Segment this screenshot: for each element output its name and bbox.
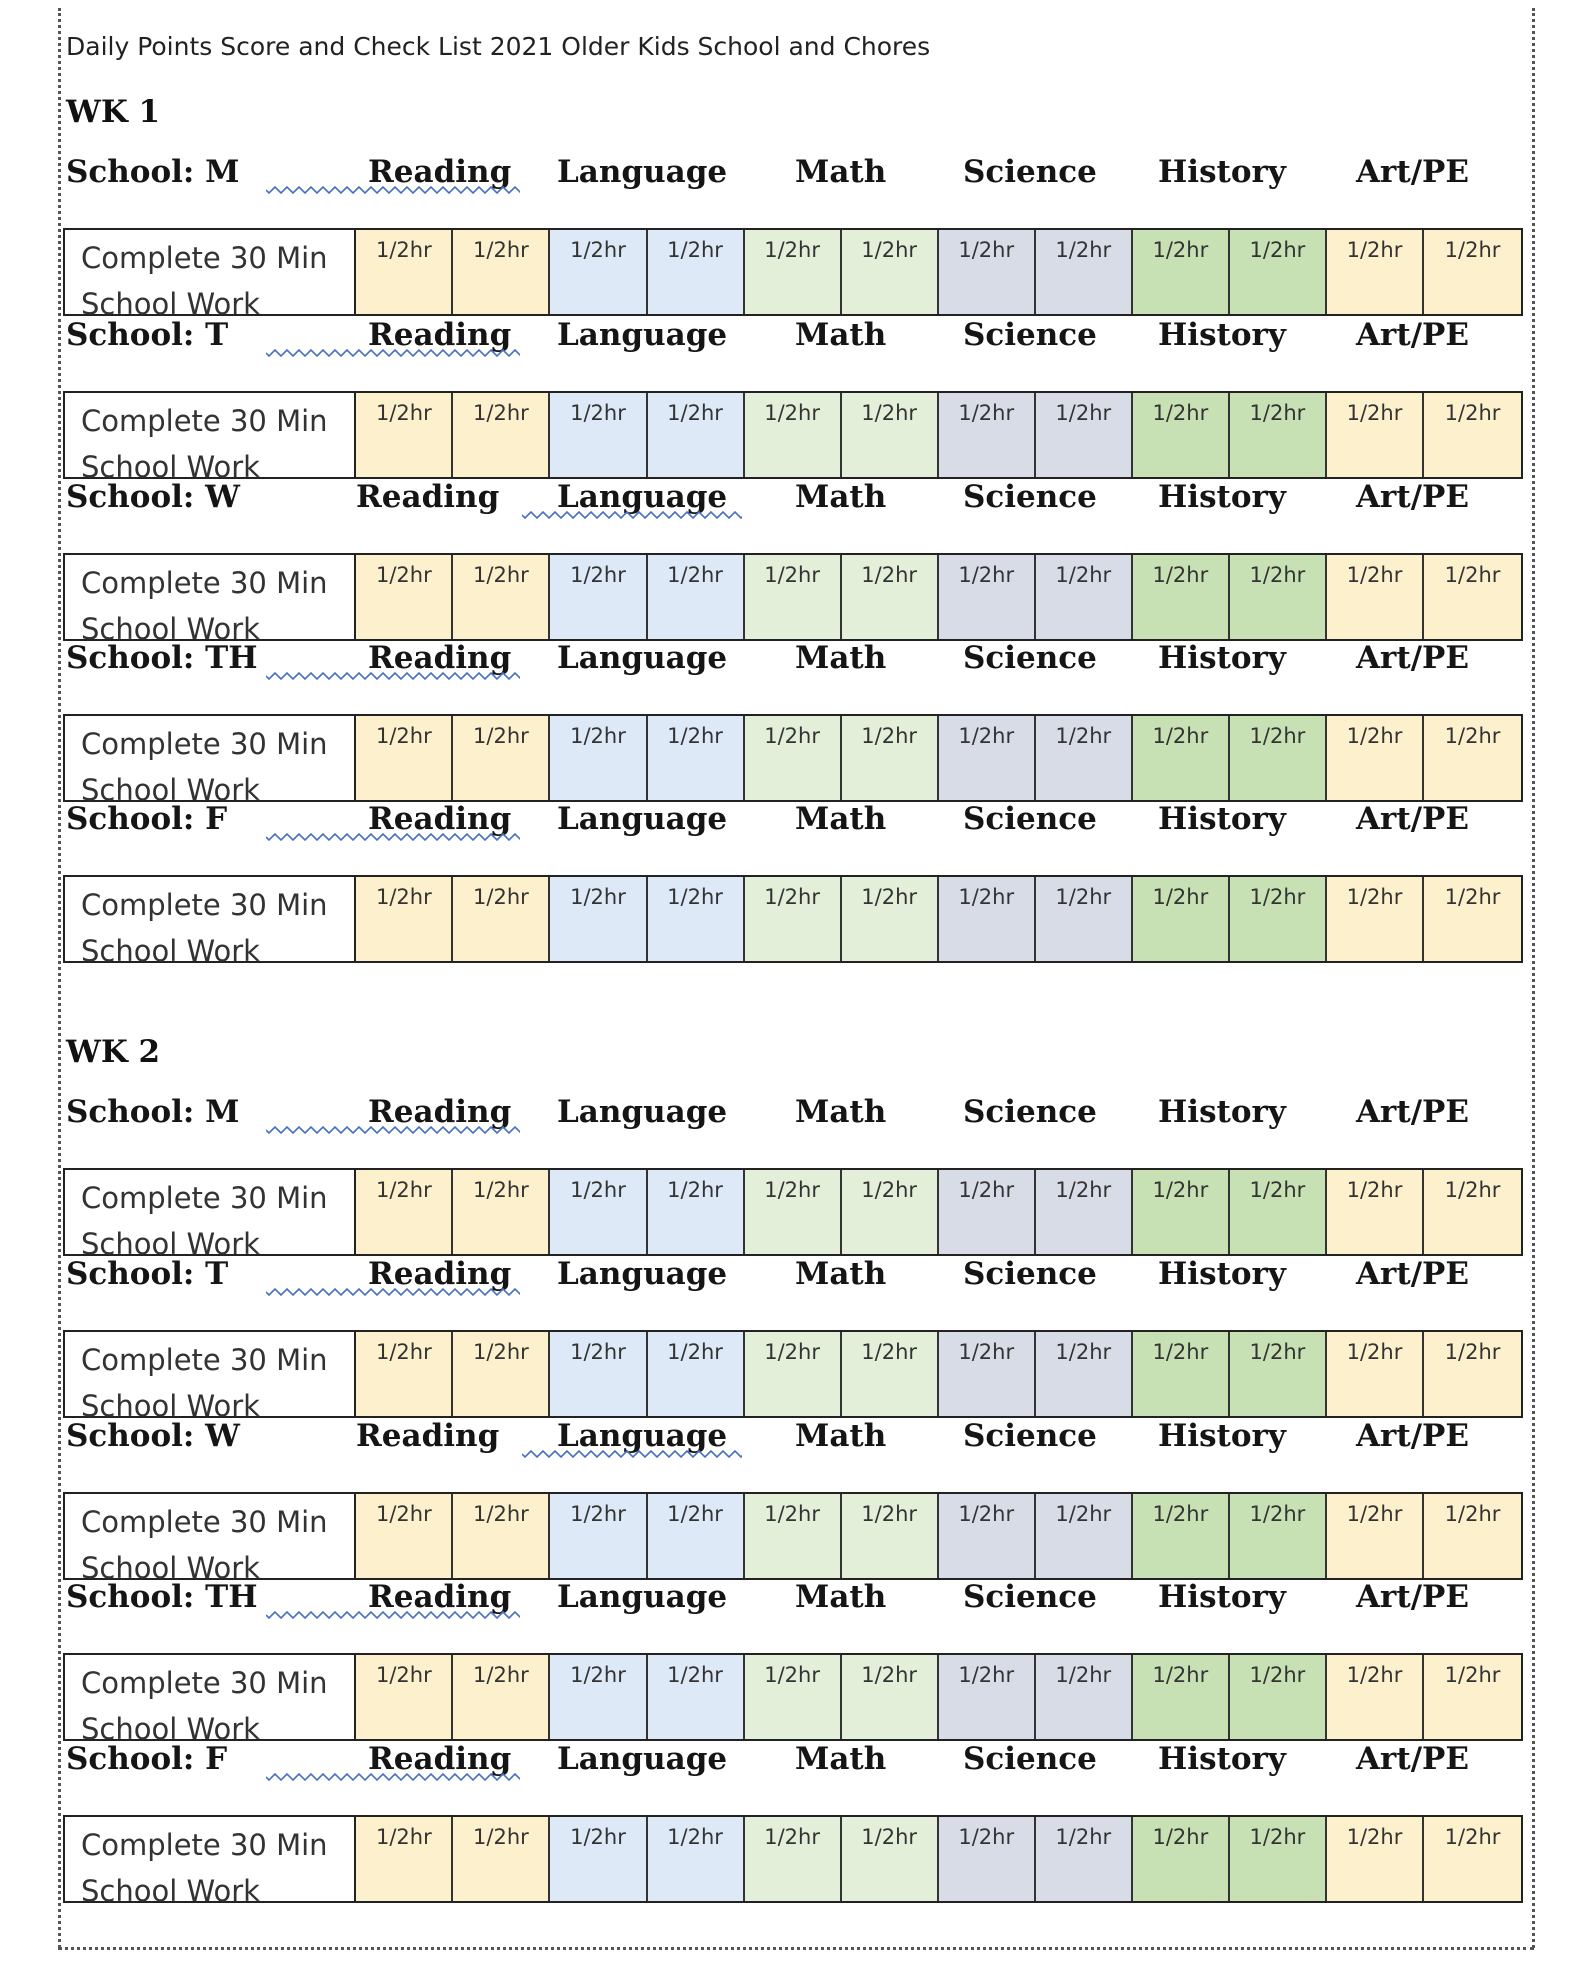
checkbox-cell-language[interactable]: 1/2hr: [550, 877, 647, 961]
checkbox-cell-science[interactable]: 1/2hr: [939, 877, 1036, 961]
checkbox-cell-language[interactable]: 1/2hr: [550, 1655, 647, 1739]
checkbox-cell-science[interactable]: 1/2hr: [1036, 1655, 1133, 1739]
row-label: [65, 877, 356, 968]
checkbox-cell-artpe[interactable]: 1/2hr: [1424, 1332, 1521, 1416]
checkbox-cell-science[interactable]: 1/2hr: [1036, 393, 1133, 477]
day-header: [0, 636, 1588, 680]
checkbox-cell-history[interactable]: 1/2hr: [1133, 393, 1230, 477]
row-label: [65, 393, 356, 484]
checkbox-cell-science[interactable]: 1/2hr: [1036, 555, 1133, 639]
checkbox-cell-math[interactable]: 1/2hr: [745, 555, 842, 639]
subject-header-science: Science: [963, 801, 1097, 837]
checkbox-cell-history[interactable]: 1/2hr: [1133, 1817, 1230, 1901]
subject-header-history: History: [1158, 801, 1286, 837]
checkbox-cell-history[interactable]: 1/2hr: [1230, 877, 1327, 961]
subject-header-reading: Reading: [368, 1094, 512, 1130]
row-label: [65, 1817, 356, 1908]
subject-header-math: Math: [795, 1579, 887, 1615]
row-label-line1: Complete 30 Min: [81, 241, 328, 275]
checkbox-cell-language[interactable]: 1/2hr: [550, 1817, 647, 1901]
checkbox-cell-language[interactable]: 1/2hr: [648, 1494, 745, 1578]
checkbox-cell-history[interactable]: 1/2hr: [1230, 1494, 1327, 1578]
checkbox-cell-science[interactable]: 1/2hr: [1036, 1170, 1133, 1254]
day-header: [0, 1090, 1588, 1134]
subject-header-math: Math: [795, 479, 887, 515]
checkbox-cell-reading[interactable]: 1/2hr: [453, 877, 550, 961]
row-label-line2: School Work: [81, 1227, 260, 1261]
checkbox-cell-math[interactable]: 1/2hr: [842, 1332, 939, 1416]
checkbox-cell-math[interactable]: 1/2hr: [842, 1817, 939, 1901]
spellcheck-squiggle: [522, 1450, 742, 1458]
checkbox-cell-language[interactable]: 1/2hr: [550, 555, 647, 639]
checklist-row: [63, 1168, 1523, 1261]
spellcheck-squiggle: [266, 1611, 520, 1619]
checkbox-cell-math[interactable]: 1/2hr: [842, 877, 939, 961]
subject-header-language: Language: [557, 1741, 728, 1777]
checkbox-cell-history[interactable]: 1/2hr: [1133, 1655, 1230, 1739]
checkbox-cell-history[interactable]: 1/2hr: [1230, 1332, 1327, 1416]
checkbox-cell-science[interactable]: 1/2hr: [939, 1655, 1036, 1739]
subject-header-language: Language: [557, 1579, 728, 1615]
subject-header-language: Language: [557, 317, 728, 353]
subject-header-language: Language: [557, 1094, 728, 1130]
spellcheck-squiggle: [266, 672, 520, 680]
subject-header-language: Language: [557, 154, 728, 190]
checkbox-cell-artpe[interactable]: 1/2hr: [1424, 393, 1521, 477]
checkbox-cell-reading[interactable]: 1/2hr: [453, 1655, 550, 1739]
row-label: [65, 1170, 356, 1261]
subject-header-history: History: [1158, 1418, 1286, 1454]
row-label: [65, 716, 356, 807]
spellcheck-squiggle: [266, 349, 520, 357]
spellcheck-squiggle: [266, 1126, 520, 1134]
page-margin-left: [58, 8, 61, 1948]
checkbox-cell-reading[interactable]: 1/2hr: [356, 1170, 453, 1254]
checkbox-cell-artpe[interactable]: 1/2hr: [1327, 716, 1424, 800]
subject-header-science: Science: [963, 317, 1097, 353]
day-header: [0, 797, 1588, 841]
subject-header-science: Science: [963, 1094, 1097, 1130]
checkbox-cell-language[interactable]: 1/2hr: [648, 1170, 745, 1254]
checkbox-cell-science[interactable]: 1/2hr: [939, 716, 1036, 800]
checklist-row: [63, 228, 1523, 321]
day-header: [0, 475, 1588, 519]
checkbox-cell-artpe[interactable]: 1/2hr: [1327, 1817, 1424, 1901]
row-label-line1: Complete 30 Min: [81, 566, 328, 600]
checkbox-cell-science[interactable]: 1/2hr: [939, 555, 1036, 639]
checkbox-cell-history[interactable]: 1/2hr: [1230, 716, 1327, 800]
checkbox-cell-artpe[interactable]: 1/2hr: [1327, 393, 1424, 477]
subject-header-math: Math: [795, 801, 887, 837]
day-label: School: TH: [66, 1579, 258, 1615]
checkbox-cell-history[interactable]: 1/2hr: [1133, 230, 1230, 314]
row-label-line1: Complete 30 Min: [81, 888, 328, 922]
checkbox-cell-history[interactable]: 1/2hr: [1133, 1332, 1230, 1416]
checkbox-cell-reading[interactable]: 1/2hr: [356, 1494, 453, 1578]
checkbox-cell-math[interactable]: 1/2hr: [745, 393, 842, 477]
checkbox-cell-language[interactable]: 1/2hr: [550, 393, 647, 477]
checkbox-cell-artpe[interactable]: 1/2hr: [1327, 877, 1424, 961]
subject-header-artpe: Art/PE: [1356, 1579, 1469, 1615]
row-label: [65, 1332, 356, 1423]
checkbox-cell-math[interactable]: 1/2hr: [745, 1817, 842, 1901]
row-label-line1: Complete 30 Min: [81, 1828, 328, 1862]
row-label-line2: School Work: [81, 1551, 260, 1585]
row-label: [65, 230, 356, 321]
checkbox-cell-history[interactable]: 1/2hr: [1133, 1494, 1230, 1578]
subject-header-science: Science: [963, 1418, 1097, 1454]
day-label: School: M: [66, 154, 240, 190]
checkbox-cell-science[interactable]: 1/2hr: [1036, 230, 1133, 314]
checkbox-cell-math[interactable]: 1/2hr: [842, 1655, 939, 1739]
subject-header-math: Math: [795, 1256, 887, 1292]
subject-header-artpe: Art/PE: [1356, 1741, 1469, 1777]
checkbox-cell-artpe[interactable]: 1/2hr: [1327, 555, 1424, 639]
checkbox-cell-reading[interactable]: 1/2hr: [356, 716, 453, 800]
subject-header-history: History: [1158, 1741, 1286, 1777]
subject-header-history: History: [1158, 317, 1286, 353]
checkbox-cell-reading[interactable]: 1/2hr: [453, 230, 550, 314]
checkbox-cell-math[interactable]: 1/2hr: [745, 877, 842, 961]
day-label: School: F: [66, 1741, 228, 1777]
checkbox-cell-history[interactable]: 1/2hr: [1133, 877, 1230, 961]
subject-header-reading: Reading: [368, 640, 512, 676]
checklist-row: [63, 391, 1523, 484]
checklist-row: [63, 1330, 1523, 1423]
subject-header-history: History: [1158, 479, 1286, 515]
checkbox-cell-reading[interactable]: 1/2hr: [356, 230, 453, 314]
subject-header-artpe: Art/PE: [1356, 317, 1469, 353]
day-header: [0, 313, 1588, 357]
checkbox-cell-language[interactable]: 1/2hr: [550, 230, 647, 314]
checkbox-cell-artpe[interactable]: 1/2hr: [1327, 1332, 1424, 1416]
row-label-line2: School Work: [81, 1874, 260, 1908]
subject-header-reading: Reading: [356, 479, 500, 515]
checkbox-cell-science[interactable]: 1/2hr: [1036, 716, 1133, 800]
checkbox-cell-language[interactable]: 1/2hr: [550, 1170, 647, 1254]
checkbox-cell-history[interactable]: 1/2hr: [1230, 555, 1327, 639]
subject-header-reading: Reading: [368, 1741, 512, 1777]
subject-header-math: Math: [795, 640, 887, 676]
checkbox-cell-science[interactable]: 1/2hr: [1036, 1817, 1133, 1901]
checklist-row: [63, 875, 1523, 968]
checkbox-cell-math[interactable]: 1/2hr: [842, 555, 939, 639]
day-label: School: T: [66, 317, 229, 353]
day-header: [0, 1414, 1588, 1458]
checkbox-cell-science[interactable]: 1/2hr: [939, 230, 1036, 314]
row-label: [65, 1655, 356, 1746]
checkbox-cell-language[interactable]: 1/2hr: [648, 393, 745, 477]
subject-header-math: Math: [795, 1094, 887, 1130]
subject-header-math: Math: [795, 1418, 887, 1454]
checkbox-cell-artpe[interactable]: 1/2hr: [1424, 877, 1521, 961]
day-header: [0, 1575, 1588, 1619]
day-header: [0, 150, 1588, 194]
checklist-row: [63, 1815, 1523, 1908]
row-label-line1: Complete 30 Min: [81, 1343, 328, 1377]
subject-header-science: Science: [963, 154, 1097, 190]
checklist-row: [63, 714, 1523, 807]
checkbox-cell-math[interactable]: 1/2hr: [745, 230, 842, 314]
checkbox-cell-reading[interactable]: 1/2hr: [356, 555, 453, 639]
checkbox-cell-science[interactable]: 1/2hr: [939, 1332, 1036, 1416]
checkbox-cell-reading[interactable]: 1/2hr: [453, 716, 550, 800]
day-label: School: W: [66, 479, 240, 515]
checkbox-cell-science[interactable]: 1/2hr: [1036, 1332, 1133, 1416]
day-label: School: M: [66, 1094, 240, 1130]
subject-header-artpe: Art/PE: [1356, 801, 1469, 837]
subject-header-history: History: [1158, 1094, 1286, 1130]
checkbox-cell-language[interactable]: 1/2hr: [648, 1655, 745, 1739]
subject-header-history: History: [1158, 640, 1286, 676]
checkbox-cell-science[interactable]: 1/2hr: [939, 1494, 1036, 1578]
page-margin-bottom: [58, 1947, 1534, 1950]
subject-header-language: Language: [557, 801, 728, 837]
row-label-line2: School Work: [81, 450, 260, 484]
checkbox-cell-history[interactable]: 1/2hr: [1133, 1170, 1230, 1254]
checkbox-cell-language[interactable]: 1/2hr: [550, 716, 647, 800]
row-label-line1: Complete 30 Min: [81, 404, 328, 438]
week-label: WK 2: [66, 1034, 161, 1070]
subject-header-math: Math: [795, 317, 887, 353]
checkbox-cell-math[interactable]: 1/2hr: [745, 1494, 842, 1578]
row-label-line2: School Work: [81, 1712, 260, 1746]
checkbox-cell-reading[interactable]: 1/2hr: [453, 1170, 550, 1254]
checkbox-cell-reading[interactable]: 1/2hr: [356, 877, 453, 961]
checkbox-cell-artpe[interactable]: 1/2hr: [1424, 1494, 1521, 1578]
checkbox-cell-science[interactable]: 1/2hr: [939, 1817, 1036, 1901]
row-label-line2: School Work: [81, 934, 260, 968]
checkbox-cell-artpe[interactable]: 1/2hr: [1424, 1817, 1521, 1901]
checkbox-cell-artpe[interactable]: 1/2hr: [1327, 230, 1424, 314]
row-label: [65, 555, 356, 646]
row-label-line2: School Work: [81, 612, 260, 646]
checklist-row: [63, 553, 1523, 646]
checkbox-cell-math[interactable]: 1/2hr: [842, 230, 939, 314]
spellcheck-squiggle: [522, 511, 742, 519]
subject-header-language: Language: [557, 640, 728, 676]
checkbox-cell-history[interactable]: 1/2hr: [1230, 230, 1327, 314]
checkbox-cell-math[interactable]: 1/2hr: [745, 1170, 842, 1254]
checkbox-cell-artpe[interactable]: 1/2hr: [1327, 1170, 1424, 1254]
checkbox-cell-reading[interactable]: 1/2hr: [356, 393, 453, 477]
day-label: School: T: [66, 1256, 229, 1292]
checkbox-cell-reading[interactable]: 1/2hr: [356, 1655, 453, 1739]
checkbox-cell-history[interactable]: 1/2hr: [1230, 393, 1327, 477]
subject-header-artpe: Art/PE: [1356, 1094, 1469, 1130]
checkbox-cell-history[interactable]: 1/2hr: [1230, 1170, 1327, 1254]
checklist-row: [63, 1492, 1523, 1585]
subject-header-science: Science: [963, 1741, 1097, 1777]
row-label-line2: School Work: [81, 1389, 260, 1423]
subject-header-reading: Reading: [356, 1418, 500, 1454]
subject-header-artpe: Art/PE: [1356, 1418, 1469, 1454]
checkbox-cell-artpe[interactable]: 1/2hr: [1424, 1170, 1521, 1254]
day-header: [0, 1737, 1588, 1781]
checkbox-cell-language[interactable]: 1/2hr: [550, 1494, 647, 1578]
checkbox-cell-reading[interactable]: 1/2hr: [356, 1332, 453, 1416]
day-label: School: TH: [66, 640, 258, 676]
checkbox-cell-math[interactable]: 1/2hr: [745, 1655, 842, 1739]
subject-header-language: Language: [557, 1256, 728, 1292]
document-title: Daily Points Score and Check List 2021 Older Kids School and Chores: [66, 32, 931, 61]
checkbox-cell-math[interactable]: 1/2hr: [842, 1170, 939, 1254]
checkbox-cell-reading[interactable]: 1/2hr: [453, 1332, 550, 1416]
spellcheck-squiggle: [266, 186, 520, 194]
checkbox-cell-history[interactable]: 1/2hr: [1230, 1655, 1327, 1739]
spellcheck-squiggle: [266, 1773, 520, 1781]
checkbox-cell-language[interactable]: 1/2hr: [648, 1332, 745, 1416]
row-label-line2: School Work: [81, 287, 260, 321]
checkbox-cell-language[interactable]: 1/2hr: [550, 1332, 647, 1416]
checkbox-cell-math[interactable]: 1/2hr: [842, 393, 939, 477]
subject-header-math: Math: [795, 154, 887, 190]
subject-header-reading: Reading: [368, 1579, 512, 1615]
row-label-line1: Complete 30 Min: [81, 1505, 328, 1539]
checkbox-cell-artpe[interactable]: 1/2hr: [1327, 1655, 1424, 1739]
subject-header-reading: Reading: [368, 1256, 512, 1292]
subject-header-science: Science: [963, 1256, 1097, 1292]
checkbox-cell-language[interactable]: 1/2hr: [648, 230, 745, 314]
row-label: [65, 1494, 356, 1585]
row-label-line1: Complete 30 Min: [81, 1666, 328, 1700]
checkbox-cell-science[interactable]: 1/2hr: [939, 393, 1036, 477]
checkbox-cell-reading[interactable]: 1/2hr: [453, 1817, 550, 1901]
checkbox-cell-math[interactable]: 1/2hr: [745, 716, 842, 800]
checkbox-cell-science[interactable]: 1/2hr: [1036, 877, 1133, 961]
row-label-line2: School Work: [81, 773, 260, 807]
checkbox-cell-artpe[interactable]: 1/2hr: [1327, 1494, 1424, 1578]
subject-header-reading: Reading: [368, 317, 512, 353]
subject-header-artpe: Art/PE: [1356, 154, 1469, 190]
page-margin-right: [1532, 8, 1535, 1948]
checklist-row: [63, 1653, 1523, 1746]
checkbox-cell-reading[interactable]: 1/2hr: [453, 393, 550, 477]
day-label: School: W: [66, 1418, 240, 1454]
checkbox-cell-reading[interactable]: 1/2hr: [453, 1494, 550, 1578]
spellcheck-squiggle: [266, 833, 520, 841]
subject-header-artpe: Art/PE: [1356, 479, 1469, 515]
week-label: WK 1: [66, 94, 161, 130]
checkbox-cell-artpe[interactable]: 1/2hr: [1424, 555, 1521, 639]
day-label: School: F: [66, 801, 228, 837]
checkbox-cell-language[interactable]: 1/2hr: [648, 555, 745, 639]
subject-header-math: Math: [795, 1741, 887, 1777]
checkbox-cell-artpe[interactable]: 1/2hr: [1424, 716, 1521, 800]
checkbox-cell-artpe[interactable]: 1/2hr: [1424, 1655, 1521, 1739]
subject-header-language: Language: [557, 1418, 728, 1454]
checkbox-cell-math[interactable]: 1/2hr: [842, 1494, 939, 1578]
checkbox-cell-science[interactable]: 1/2hr: [939, 1170, 1036, 1254]
subject-header-artpe: Art/PE: [1356, 1256, 1469, 1292]
subject-header-reading: Reading: [368, 801, 512, 837]
checkbox-cell-history[interactable]: 1/2hr: [1230, 1817, 1327, 1901]
checkbox-cell-history[interactable]: 1/2hr: [1133, 555, 1230, 639]
subject-header-science: Science: [963, 1579, 1097, 1615]
checkbox-cell-language[interactable]: 1/2hr: [648, 1817, 745, 1901]
subject-header-language: Language: [557, 479, 728, 515]
row-label-line1: Complete 30 Min: [81, 1181, 328, 1215]
subject-header-history: History: [1158, 1256, 1286, 1292]
subject-header-history: History: [1158, 154, 1286, 190]
row-label-line1: Complete 30 Min: [81, 727, 328, 761]
checkbox-cell-reading[interactable]: 1/2hr: [453, 555, 550, 639]
checkbox-cell-artpe[interactable]: 1/2hr: [1424, 230, 1521, 314]
subject-header-history: History: [1158, 1579, 1286, 1615]
subject-header-reading: Reading: [368, 154, 512, 190]
subject-header-science: Science: [963, 479, 1097, 515]
day-header: [0, 1252, 1588, 1296]
checkbox-cell-math[interactable]: 1/2hr: [842, 716, 939, 800]
checkbox-cell-reading[interactable]: 1/2hr: [356, 1817, 453, 1901]
checkbox-cell-language[interactable]: 1/2hr: [648, 877, 745, 961]
subject-header-artpe: Art/PE: [1356, 640, 1469, 676]
subject-header-science: Science: [963, 640, 1097, 676]
checkbox-cell-history[interactable]: 1/2hr: [1133, 716, 1230, 800]
checkbox-cell-math[interactable]: 1/2hr: [745, 1332, 842, 1416]
checkbox-cell-science[interactable]: 1/2hr: [1036, 1494, 1133, 1578]
spellcheck-squiggle: [266, 1288, 520, 1296]
checkbox-cell-language[interactable]: 1/2hr: [648, 716, 745, 800]
